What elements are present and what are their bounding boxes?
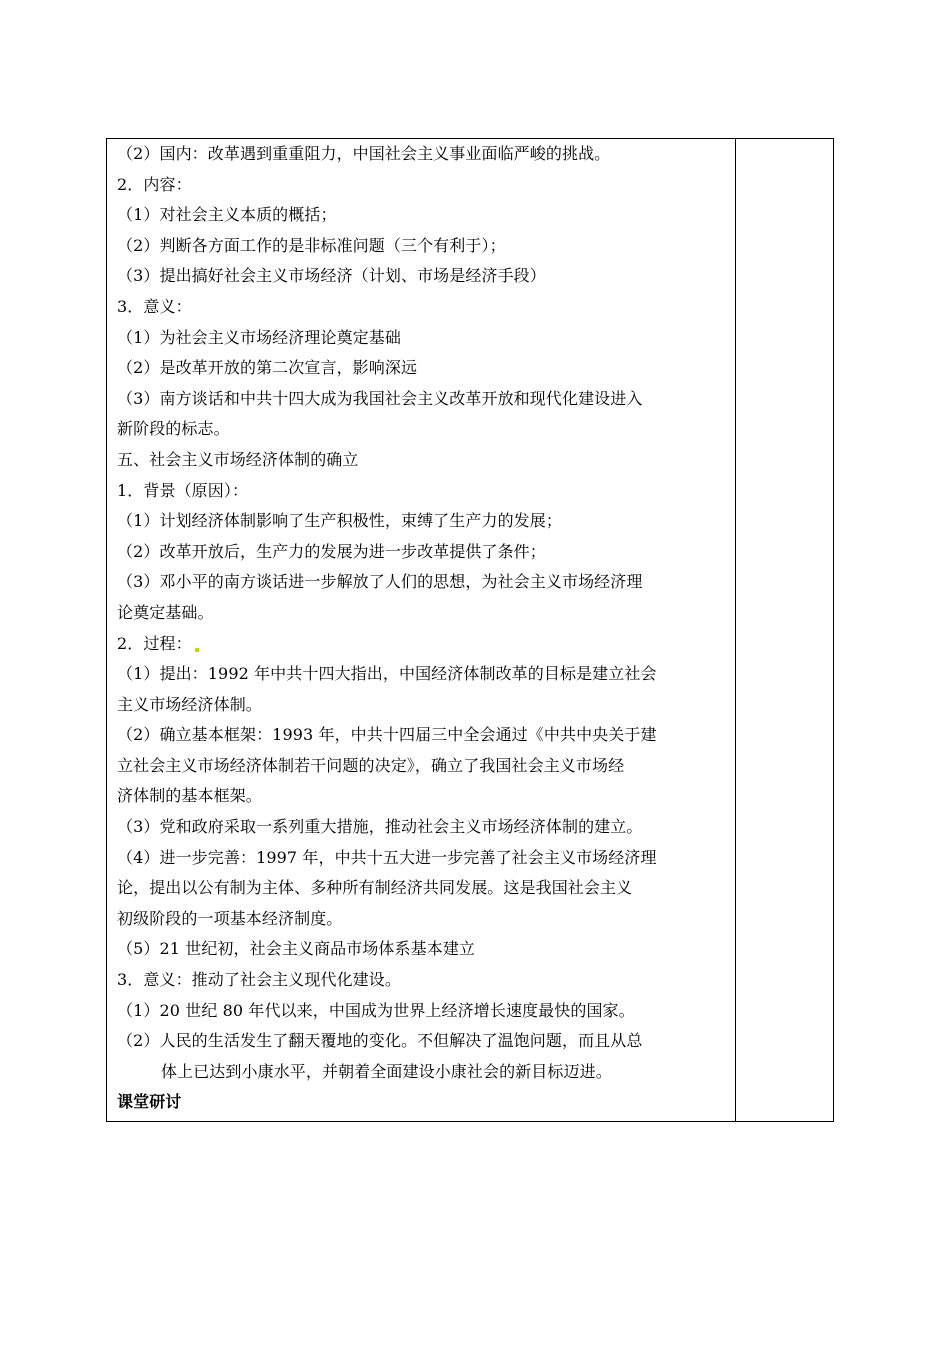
line-text: 论，提出以公有制为主体、多种所有制经济共同发展。这是我国社会主义 [117,878,633,898]
text-line [117,1057,729,1088]
text-line [117,139,729,170]
text-line [117,567,729,598]
text-line [117,720,729,751]
line-text: （4）进一步完善：1997 年，中共十五大进一步完善了社会主义市场经济理 [117,847,657,867]
text-line [117,323,729,354]
text-line [117,996,729,1027]
text-line [117,292,729,323]
text-line [117,1026,729,1057]
text-line [117,598,729,629]
text-line [117,843,729,874]
line-text: 新阶段的标志。 [117,419,230,439]
line-text: （3）南方谈话和中共十四大成为我国社会主义改革开放和现代化建设进入 [117,388,643,408]
line-text: （2）是改革开放的第二次宣言，影响深远 [117,358,418,378]
line-text: 主义市场经济体制。 [117,694,262,714]
line-text: 1．背景（原因）： [117,480,249,500]
text-line [117,200,729,231]
text-line [117,353,729,384]
text-line [117,873,729,904]
line-text: （1）20 世纪 80 年代以来，中国成为世界上经济增长速度最快的国家。 [117,1000,635,1020]
line-text: （2）改革开放后，生产力的发展为进一步改革提供了条件； [117,541,546,561]
text-line [117,690,729,721]
text-line [117,751,729,782]
line-text: （1）对社会主义本质的概括； [117,205,337,225]
main-cell [107,139,736,1121]
line-text: 3．意义： [117,296,192,316]
text-line [117,170,729,201]
line-text: （1）计划经济体制影响了生产积极性，束缚了生产力的发展； [117,511,562,531]
line-text: （2）人民的生活发生了翻天覆地的变化。不但解决了温饱问题，而且从总 [117,1031,643,1051]
line-text: （1）提出：1992 年中共十四大指出，中国经济体制改革的目标是建立社会 [117,664,657,684]
text-line [117,445,729,476]
text-line [117,231,729,262]
line-text: （2）国内：改革遇到重重阻力，中国社会主义事业面临严峻的挑战。 [117,144,611,163]
text-line [117,384,729,415]
content-table [106,138,834,1122]
line-text: （2）判断各方面工作的是非标准问题（三个有利于）； [117,235,506,255]
line-text: （1）为社会主义市场经济理论奠定基础 [117,327,401,347]
line-text: 体上已达到小康水平，并朝着全面建设小康社会的新目标迈进。 [161,1061,612,1081]
text-line [117,659,729,690]
text-line [117,414,729,445]
line-text: 2．内容： [117,174,192,194]
text-line [117,781,729,812]
line-text: 2．过程： [117,633,192,653]
text-lines [117,139,729,1118]
notes-cell [736,139,833,1121]
line-text: （5）21 世纪初，社会主义商品市场体系基本建立 [117,939,476,959]
text-line [117,476,729,507]
line-text: 立社会主义市场经济体制若干问题的决定》，确立了我国社会主义市场经 [117,755,625,775]
line-text: （3）党和政府采取一系列重大措施，推动社会主义市场经济体制的建立。 [117,817,643,837]
line-text: 论奠定基础。 [117,602,214,622]
text-line [117,812,729,843]
highlight-mark [195,648,199,652]
section-heading [117,1087,729,1118]
line-text: 济体制的基本框架。 [117,786,262,806]
text-line [117,904,729,935]
line-text: （3）邓小平的南方谈话进一步解放了人们的思想，为社会主义市场经济理 [117,572,643,592]
line-text: （3）提出搞好社会主义市场经济（计划、市场是经济手段） [117,266,546,286]
line-text: 初级阶段的一项基本经济制度。 [117,908,343,928]
text-line [117,965,729,996]
line-text: 3．意义：推动了社会主义现代化建设。 [117,970,401,990]
text-line [117,934,729,965]
line-text: 五、社会主义市场经济体制的确立 [117,449,359,469]
text-line [117,537,729,568]
line-text: （2）确立基本框架：1993 年，中共十四届三中全会通过《中共中央关于建 [117,725,657,745]
line-text: 课堂研讨 [117,1092,182,1112]
text-line [117,506,729,537]
text-line [117,629,729,660]
text-line [117,261,729,292]
